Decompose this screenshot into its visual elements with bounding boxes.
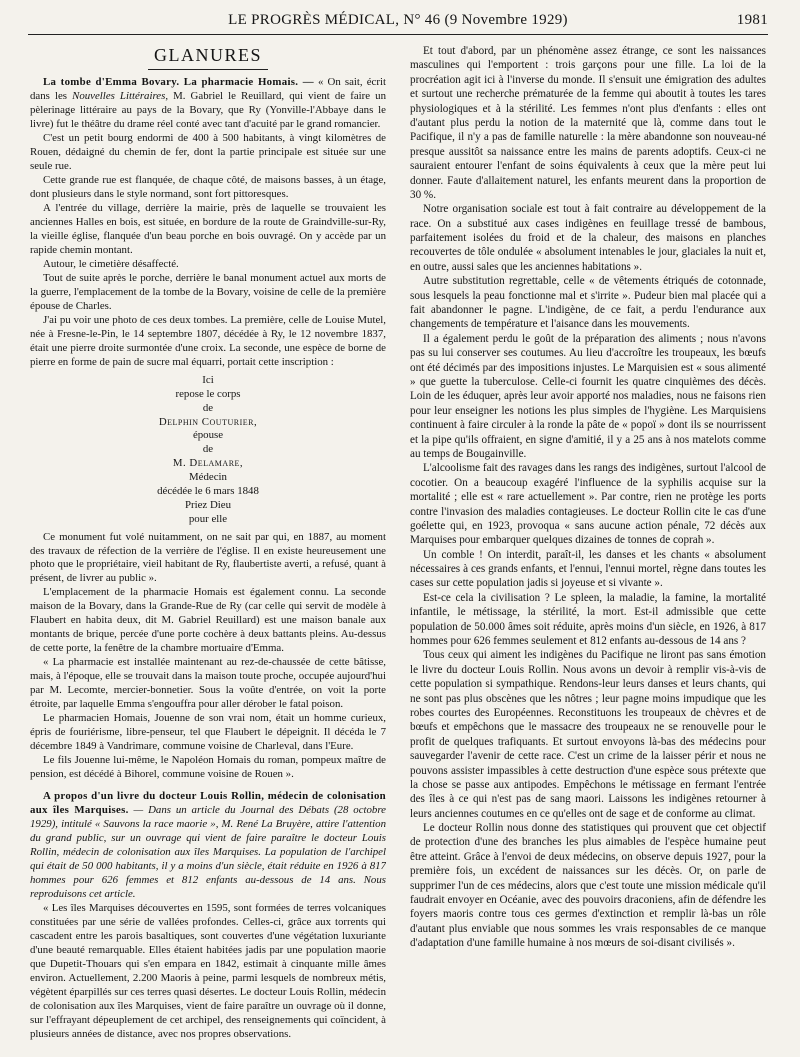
paragraph: Tout de suite après le porche, derrière le banal monument actuel aux morts de la guerre, l'emplacement de la tombe de la Bovary, voisine de celle de la première épouse de Charles. [30, 272, 386, 312]
epitaph-line: Priez Dieu [184, 498, 232, 511]
epitaph-line: Delphin Couturier, [158, 415, 258, 428]
epitaph-line: de [202, 443, 214, 456]
paragraph: Un comble ! On interdit, paraît-il, les danses et les chants « absolument nécessaires à ces grands enfants, et l'ennui, l'ennui mortel, règne dans toutes les cases sur cette population jadis si joyeuse et si vivante ». [410, 548, 766, 590]
epitaph-line: décédée le 6 mars 1848 [157, 484, 259, 497]
article2-intro [30, 790, 386, 902]
epitaph-line: M. Delamare, [172, 457, 244, 470]
paragraph: Le docteur Rollin nous donne des statistiques qui prouvent que cet objectif de protection d'une des branches les plus aimables de l'espèce humaine peut être atteint. Grâce à l'envoi de deux médecins, on observe depuis 1927, pour la première fois, un excédent de naissances sur les décès. Or, on parle de supprimer l'un de ces médecins, alors que c'est toute une mission médicale qu'il faudrait envoyer en Océanie, avec des pouvoirs draconiens, afin de défendre les foyers maoris contre tous ces germes d'extinction et remplir là-bas un rôle d'autant plus enviable que nous sommes les vrais responsables de ce manque d'adaptation d'une famille humaine à nos mœurs de soi-disant civilisés ». [410, 822, 766, 950]
left-column [30, 44, 386, 1044]
article1-source: Nouvelles Littéraires [72, 90, 166, 103]
epitaph-inscription [30, 374, 386, 527]
header-rule [28, 34, 768, 35]
epitaph-line: repose le corps [175, 387, 241, 400]
paragraph: « Les îles Marquises découvertes en 1595, sont formées de terres volcaniques constituées par une série de vallées profondes. Celles-ci, grâce aux torrents qui cascadent entre les parois basaltiques, sont couvertes d'une végétation luxuriante d'une beauté remarquable. Elles étaient habitées jadis par une population maorie que Dupetit-Thouars qui s'en empara en 1842, estimait à cinquante mille âmes environ. Actuellement, 2.200 Maoris à peine, parmi lesquels de nombreux métis, végètent éparpillés sur ces terres quasi désertes. Le docteur Louis Rollin, médecin de colonisation aux îles Marquises, vient de faire paraître un ouvrage où il donne, sur l'effrayant dépeuplement de cet archipel, des renseignements qui coïncident, à plusieurs années de distance, avec nos propres observations. [30, 902, 386, 1040]
epitaph-line: épouse [192, 429, 224, 442]
journal-title: LE PROGRÈS MÉDICAL, N° 46 (9 Novembre 1929) [228, 12, 568, 28]
paragraph: Tous ceux qui aiment les indigènes du Pacifique ne liront pas sans émotion le livre du docteur Louis Rollin. Nous avons un devoir à remplir vis-à-vis de cette population si sympathique. Rendons-leur leurs danses et leurs chants, qui ne sont pas plus obscènes que les nôtres ; leur pagne moins impudique que les robes courtes des Européennes. Reconstituons les troupeaux de chèvres et de bœufs et empêchons que le massacre des troupeaux ne se renouvelle pour le profit de quelques trafiquants. Et surtout envoyons là-bas des médecins pour sauvegarder l'avenir de cette race. C'est un crime de la laisser périr et nous ne pouvons assister impassibles à cette destruction d'une espèce sous prétexte que la chose se passe aux antipodes. Empêchons le métissage en fermant l'entrée des îles à ce qui n'est pas de sang maori. Laissons les indigènes retourner à leurs anciennes coutumes en ce qu'elles ont de sage et de conforme au climat. [410, 649, 766, 820]
paragraph: Le pharmacien Homais, Jouenne de son vrai nom, était un homme curieux, épris de fouriérisme, libre-penseur, tel que Flaubert le dépeignit. Il décéda le 7 décembre 1849 à Vandrimare, commune voisine de Charleval, dans l'Eure. [30, 712, 386, 753]
right-column [410, 44, 766, 1044]
page-header [28, 10, 768, 32]
paragraph: L'alcoolisme fait des ravages dans les rangs des indigènes, surtout l'alcool de cocotier. On a beaucoup exagéré l'influence de la syphilis acquise sur la mortalité ; elle est « rare actuellement ». Par contre, rien ne protège les ports contre l'invasion des maladies contagieuses. Le docteur Rollin cite le cas d'une goélette qui, en 1923, provoqua « sans aucune action pénale, 72 décès aux Marquises pour embarquer quelques dizaines de tonnes de coprah ». [410, 462, 766, 547]
article1-heading: La tombe d'Emma Bovary. La pharmacie Homais. — [43, 76, 314, 89]
section-gap [30, 782, 386, 790]
paragraph: A l'entrée du village, derrière la mairie, près de laquelle se trouvaient les anciennes Halles en bois, est située, en bordure de la route de Graindville-sur-Ry, la vieille église, flanquée d'un beau porche en bois ouvragé. On y accède par un rapide chemin montant. [30, 202, 386, 257]
paragraph: Ce monument fut volé nuitamment, on ne sait par qui, en 1887, au moment des travaux de réfection de la verrière de l'église. Il en existe heureusement une photo que le propriétaire, vieil habitant de Ry, flaubertiste averti, a refusé, quant à présent, de livrer au public ». [30, 530, 386, 585]
article2-intro-text: — Dans un article du Journal des Débats (28 octobre 1929), intitulé « Sauvons la race maorie », M. René La Bruyère, attire l'attention du grand public, sur un ouvrage qui vient de faire paraître le docteur Louis Rollin, médecin de colonisation aux îles Marquises. La population de l'archipel qui était de 50 000 habitants, il y a moins d'un siècle, était réduite en 1926 à 817 hommes pour 626 femmes et 812 enfants au-dessous de 14 ans. Nous reproduisons cet article. [30, 804, 386, 901]
paragraph: L'emplacement de la pharmacie Homais est également connu. La seconde maison de la Bovary, dans la Grande-Rue de Ry (car celle qui servit de modèle à Flaubert en habita deux, dit M. Gabriel Reuillard) est une maison banale aux montants de brique, percée d'une porte cochère à deux battants pleins. Au-dessus de cette porte, la fenêtre de la chambre mortuaire d'Emma. [30, 586, 386, 655]
article1-intro-b: , M. Gabriel le Reuillard, qui vient de faire un pèlerinage littéraire au pays de la Bovary, que Ry (Yonville-l'Abbaye dans le livre) fut le théâtre du drame réel conté avec tant d'acuité par le grand romancier. [30, 90, 386, 131]
paragraph: Est-ce cela la civilisation ? Le spleen, la maladie, la famine, la mortalité infantile, le métissage, la stérilité, la mort. Est-il admissible que cette population de 50.000 âmes soit réduite, après moins d'un siècle, en 1926, à 817 hommes pour 626 femmes seulement et 812 enfants au-dessous de 14 ans ? [410, 591, 766, 648]
epitaph-line: pour elle [188, 512, 228, 525]
paragraph: Autour, le cimetière désaffecté. [43, 258, 179, 271]
article1-intro-a: « On sait, écrit dans les [30, 76, 386, 103]
epitaph-line: de [202, 401, 214, 414]
paragraph: J'ai pu voir une photo de ces deux tombes. La première, celle de Louise Mutel, née à Fresne-le-Pin, le 14 septembre 1807, décédée à Ry, le 12 novembre 1837, était une pierre droite surmontée d'une croix. La seconde, une espèce de borne de pierre en forme de pain de sucre mal équarri, portait cette inscription : [30, 313, 386, 368]
epitaph-line: Ici [202, 373, 214, 386]
article2-heading: A propos d'un livre du docteur Louis Rollin, médecin de colonisation aux îles Marquises. [30, 790, 386, 817]
paragraph: C'est un petit bourg endormi de 400 à 500 habitants, à vingt kilomètres de Rouen, dédaigné du chemin de fer, dont la partie principale est située sur une seule rue. [30, 132, 386, 173]
paragraph: Et tout d'abord, par un phénomène assez étrange, ce sont les naissances masculines qui l'emportent : trois garçons pour une fille. La loi de la procréation agit ici à l'inverse du monde. Il s'ensuit une émigration des adultes et surtout une recherche prématurée de la femme qui aboutit à toutes les tares physiologiques et à la stérilité. Les femmes n'ont plus d'enfants : elles ont d'autant plus perdu la notion de la maternité que là, comme dans tout le Pacifique, il n'y a pas de famille naturelle : la mère abandonne son nouveau-né presque aussitôt sa naissance entre les mains de parents adoptifs. Ceux-ci ne sauraient entourer l'enfant de soins équivalents à ceux que la mère peut lui donner. Faute d'allaitement naturel, les enfants meurent dans la proportion de 30 %. [410, 45, 766, 201]
paragraph: Il a également perdu le goût de la préparation des aliments ; nous n'avons pas su lui conserver ses coutumes. Au lieu d'accroître les troupeaux, les bœufs ont été décimés par des impositions injustes. Le Marquisien est « sous alimenté » que guette la tuberculose. Celle-ci fournit les quatre cinquièmes des décès. Loin de les éduquer, après leur avoir apporté nos maladies, nous ne faisons rien pour leur enseigner les notions les plus simples de l'hygiène. Les Marquisiens continuent à faire circuler à la ronde la pâte de « popoï » dont ils se nourrissent et la pipe qu'ils offraient, en signe d'amitié, il y a 25 ans à nos matelots comme au temps de Bougainville. [410, 332, 766, 460]
paragraph: « La pharmacie est installée maintenant au rez-de-chaussée de cette bâtisse, mais, à l'époque, elle se trouvait dans la maison toute proche, occupée aujourd'hui par M. Lecomte, mercier-bonnetier. Sous la voûte d'entrée, on voit la porte étroite, par laquelle Emma s'engouffra pour aller dérober le fatal poison. [30, 656, 386, 711]
paragraph: Autre substitution regrettable, celle « de vêtements étriqués de cotonnade, sous lesquels la peau fonctionne mal et s'irrite ». Pudeur bien mal placée qui a fait abandonner le pagne. L'indigène, de ce fait, a perdu l'endurance aux changements de température et l'aisance dans les mouvements. [410, 275, 766, 331]
paragraph: Le fils Jouenne lui-même, le Napoléon Homais du roman, pompeux maître de pension, est décédé à Bihorel, commune voisine de Rouen ». [30, 754, 386, 781]
article1-intro [30, 76, 386, 132]
paragraph: Cette grande rue est flanquée, de chaque côté, de maisons basses, à un étage, dont plusieurs dans le style normand, sont fort pittoresques. [30, 174, 386, 201]
paragraph: Notre organisation sociale est tout à fait contraire au développement de la race. On a substitué aux cases indigènes en feuillage tressé de bambous, parfaitement isolées du froid et de la chaleur, des maisons en planches recouvertes de tôle ondulée « absolument intenables le jour, glaciales la nuit et, en outre, aussi sales que les anciennes habitations ». [410, 203, 766, 273]
section-title: GLANURES [148, 44, 268, 70]
page-number: 1981 [736, 12, 768, 28]
epitaph-line: Médecin [189, 471, 227, 484]
